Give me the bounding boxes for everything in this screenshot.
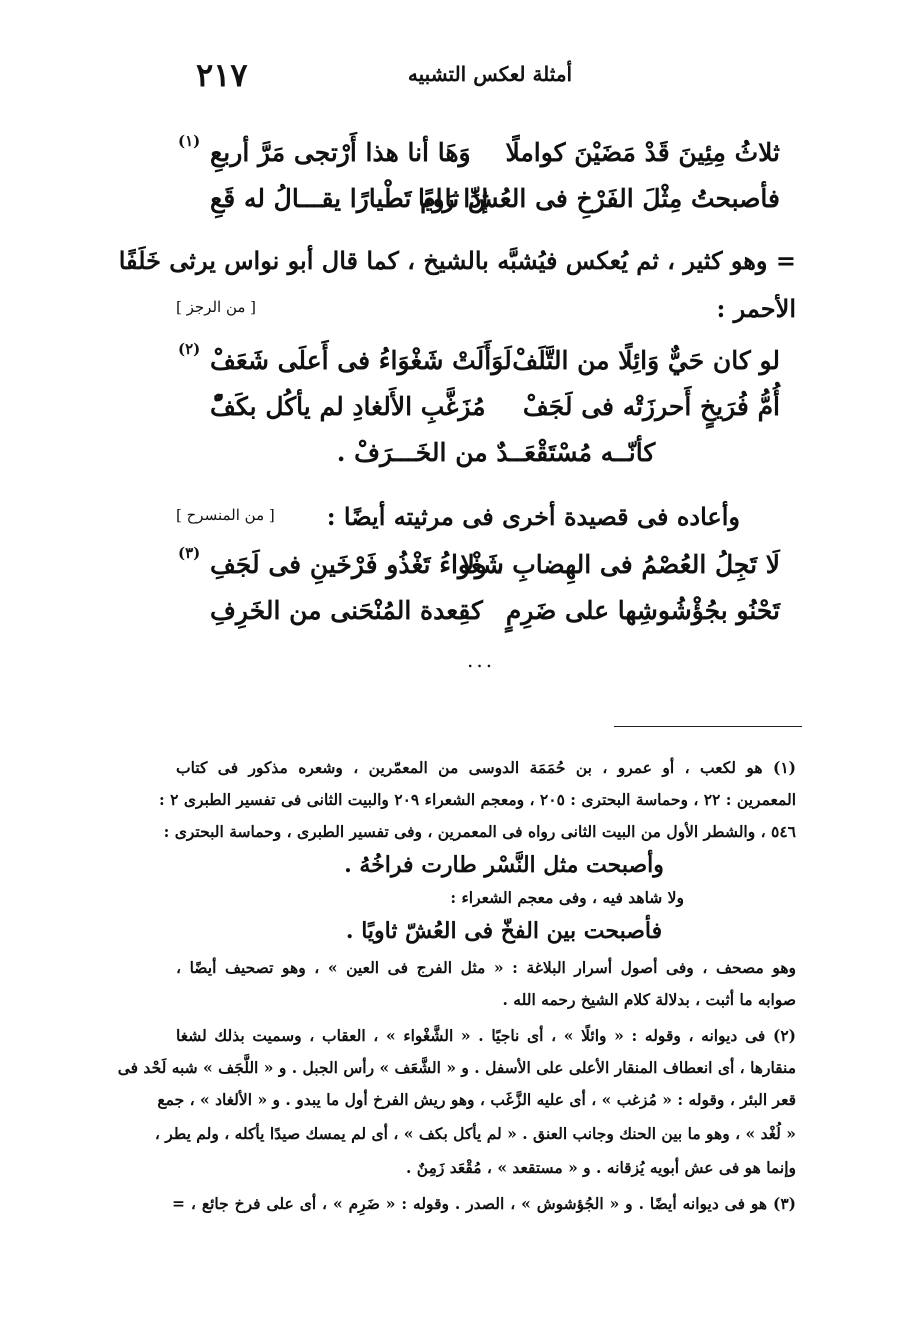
hemistich-left: شَغْواءُ تَغْذُو فَرْخَينِ فى لَجَفِ [210,550,504,579]
footnote-marker-1: (١) [178,132,201,150]
poem2-line2 [210,392,780,428]
footnote-1-line2: المعمرين : ٢٢ ، وحماسة البحترى : ٢٠٥ ، ومعجم الشعراء ٢٠٩ والبيت الثانى فى تفسير الطبرى ٢ : [159,790,796,809]
hemistich-left: مُزَغَّبِ الأَلغادِ لم يأكُل بكَفّْ [210,392,486,421]
hemistich-right: لَا تَجِلُ العُصْمُ فى الهِضابِ ، ولا [460,550,780,579]
page-number: ٢١٧ [196,56,248,94]
para2-text: وأعاده فى قصيدة أخرى فى مرثيته أيضًا : [326,502,740,531]
hemistich-left: لَوَأَلَتْ شَغْوَاءُ فى أَعلَى شَعَفْ [210,346,512,375]
hemistich-right: ثلاثُ مِئِينَ قَدْ مَضَيْنَ كواملًا [505,138,780,167]
poem2-line3: كأنّــه مُسْتَقْعَــدٌ من الخَـــرَفْ . [336,438,656,467]
footnote-2-line2: منقارها ، أى انعطاف المنقار الأعلى على الأسفل . و « الشَّعَف » رأس الجبل . و « اللَّجَف » شبه لَحْد فى [117,1058,796,1077]
meter-label: [ من الرجز ] [176,298,257,316]
footnote-3-line1: (٣) هو فى ديوانه أيضًا . و « الجُؤشوش » ، الصدر . وقوله : « ضَرِم » ، أى على فرخ جائع ، = [172,1194,796,1213]
hemistich-left: كقِعدة المُنْحَنى من الخَرِفِ [210,596,483,625]
footnote-1-line5: وهو مصحف ، وفى أصول أسرار البلاغة : « مثل الفرج فى العين » ، وهو تصحيف أيضًا ، [176,958,796,977]
hemistich-right: تَحْنُو بجُؤْشُوشِها على ضَرِمٍ [505,596,780,625]
footnote-1-quote1: وأصبحت مثل النَّسْر طارت فراخُهُ . [344,852,664,878]
poem2-line1 [210,346,780,382]
footnote-2-line3: قعر البئر ، وقوله : « مُزغب » ، أى عليه الزَّغَب ، وهو ريش الفرخ أول ما يبدو . و « الألغاد » ، جمع [157,1090,796,1109]
para1-line1: = وهو كثير ، ثم يُعكس فيُشبَّه بالشيخ ، كما قال أبو نواس يرثى خَلَفًا [118,246,796,275]
poem1-line2 [210,184,780,220]
hemistich-left: إذا رَام تَطْيارًا يقـــالُ له قَعِ [210,184,489,213]
poem3-line1 [210,550,780,586]
footnote-marker-3: (٣) [178,544,201,562]
footnote-1-quote2: فأصبحت بين الفخّ فى العُشّ ثاويًا . [345,918,663,944]
footnote-2-line1: (٢) فى ديوانه ، وقوله : « وائلًا » ، أى ناجيًا . « الشَّغْواء » ، العقاب ، وسميت بذلك لشغا [176,1026,796,1045]
footnote-divider [614,726,802,727]
section-separator: ... [467,648,496,672]
hemistich-left: وَهَا أنا هذا أَرْتجى مَرَّ أربعِ [210,138,471,167]
running-title: أمثلة لعكس التشبيه [407,62,573,86]
hemistich-right: أُمُّ فُرَيخٍ أَحرزَتْه فى لَجَفْ [522,392,780,421]
footnote-1-line6: صوابه ما أثبت ، بدلالة كلام الشيخ رحمه الله . [502,990,796,1009]
footnote-1-line1: (١) هو لكعب ، أو عمرو ، بن حُمَمَة الدوسى من المعمّرين ، وشعره مذكور فى كتاب [176,758,796,777]
footnote-2-line4: « لُغْد » ، وهو ما بين الحنك وجانب العنق . « لم يأكل بكف » ، أى لم يمسك صيدًا يأكله ، ولم يطر ، [154,1124,796,1143]
para1-line2: الأحمر : [716,294,796,323]
footnote-1-line3: ٥٤٦ ، والشطر الأول من البيت الثانى رواه فى المعمرين ، وفى تفسير الطبرى ، وحماسة البحترى : [163,822,796,841]
hemistich-right: لو كان حَيٌّ وَائِلًا من التَّلَفْ [512,346,780,375]
footnote-2-line5: وإنما هو فى عش أبويه يُزقانه . و « مستقعد » ، مُقْعَد زَمِنٌ . [406,1158,796,1177]
poem3-line2 [210,596,780,632]
meter-label: [ من المنسرح ] [176,506,275,524]
poem1-line1 [210,138,780,174]
hemistich-right: فأصبحتُ مِثْلَ الفَرْخِ فى العُشِّ ثاويًا [417,184,780,213]
footnote-1-line4: ولا شاهد فيه ، وفى معجم الشعراء : [450,888,684,907]
footnote-marker-2: (٢) [178,340,201,358]
